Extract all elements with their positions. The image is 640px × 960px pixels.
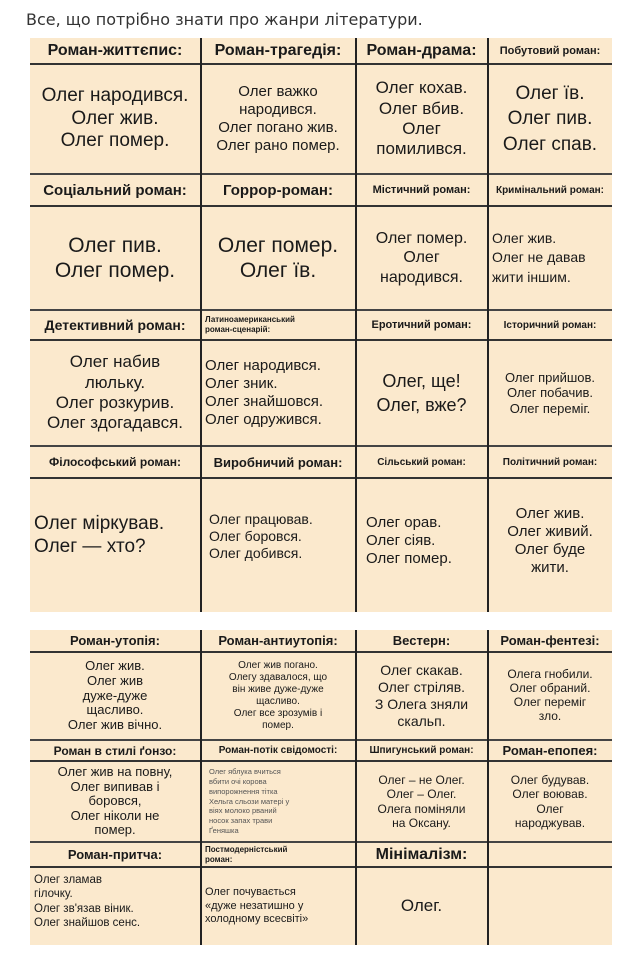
column-divider [200, 630, 202, 945]
header-cell: Шпигунський роман: [369, 745, 474, 756]
header-cell: Побутовий роман: [499, 44, 601, 57]
header-cell: Горрор-роман: [223, 181, 333, 199]
body-row [30, 868, 612, 945]
body-cell: Олег набив люльку. Олег розкурив. Олег здогадався. [46, 352, 184, 433]
body-cell: Олег народився. Олег жив. Олег помер. [41, 84, 189, 152]
body-cell: Олег важко народився. Олег погано жив. Олег рано помер. [216, 83, 340, 154]
column-divider [200, 38, 202, 612]
column-divider [355, 630, 357, 945]
body-cell: Олег орав. Олег сіяв. Олег помер. [366, 513, 452, 567]
header-row [30, 843, 612, 868]
body-cell: Олег помер. Олег народився. [375, 230, 468, 286]
genres-table-1 [30, 38, 612, 612]
body-row [30, 207, 612, 309]
page-title: Все, що потрібно знати про жанри літератури. [26, 10, 423, 29]
body-cell: Олег кохав. Олег вбив. Олег помилився. [375, 78, 468, 159]
header-cell: Мінімалізм: [375, 845, 468, 863]
header-cell: Виробничий роман: [213, 454, 343, 470]
body-cell: Олег жив. Олег не давав жити іншим. [492, 229, 586, 285]
header-cell: Роман-трагедія: [214, 41, 342, 59]
header-cell [488, 843, 612, 866]
body-row [30, 479, 612, 612]
body-cell: Олег жив. Олег жив дуже-дуже щасливо. Олег жив вічно. [67, 657, 163, 733]
header-cell: Латиноамериканський роман-сценарій: [205, 315, 295, 334]
body-row [30, 65, 612, 173]
body-cell: Олег їв. Олег пив. Олег спав. [502, 82, 598, 155]
body-cell: Олег. [400, 896, 443, 916]
body-cell: Олег жив. Олег живий. Олег буде жити. [507, 504, 593, 576]
header-row [30, 630, 612, 653]
header-cell: Вестерн: [392, 633, 451, 648]
header-cell: Еротичний роман: [371, 319, 472, 331]
body-cell: Олег народився. Олег зник. Олег знайшовся. Олег одружився. [205, 357, 324, 428]
body-cell: Олег міркував. Олег — хто? [34, 512, 165, 557]
body-cell: Олег працював. Олег боровся. Олег добився. [209, 511, 313, 561]
header-cell: Роман-потік свідомості: [218, 745, 338, 756]
header-cell: Роман-антиутопія: [218, 633, 338, 648]
body-cell: Олег почувається «дуже незатишно у холодному всесвіті» [205, 885, 309, 926]
header-cell: Політичний роман: [502, 456, 598, 468]
body-cell: Олег скакав. Олег стріляв. З Олега зняли скальп. [374, 662, 469, 729]
header-cell: Роман в стилі ґонзо: [53, 743, 177, 758]
body-row [30, 653, 612, 739]
header-cell: Соціальний роман: [43, 181, 187, 199]
header-row [30, 447, 612, 479]
header-row [30, 38, 612, 65]
header-cell: Детективний роман: [44, 317, 186, 333]
body-cell: Олег пив. Олег помер. [54, 233, 176, 282]
header-cell: Роман-життєпис: [47, 41, 183, 59]
header-cell: Роман-утопія: [70, 633, 160, 648]
body-cell: Олег прийшов. Олег побачив. Олег переміг. [504, 369, 596, 416]
column-divider [487, 38, 489, 612]
header-row [30, 741, 612, 762]
body-cell: Олег яблука вчиться вбити очі корова випорожнення тітка Хельга сльози матері у віях молоко рваний носок запах трави Ґеняшка [209, 766, 290, 836]
body-cell: Олег зламав гілочку. Олег зв'язав віник. Олег знайшов сенс. [34, 873, 141, 929]
genres-table-2 [30, 630, 612, 945]
body-cell [488, 868, 612, 945]
body-cell: Олег жив на повну, Олег випивав і боровся, Олег ніколи не помер. [57, 764, 173, 838]
header-cell: Містичний роман: [372, 184, 471, 196]
header-cell: Роман-епопея: [502, 743, 598, 758]
body-cell: Олега гнобили. Олег обраний. Олег переміг зло. [507, 667, 593, 723]
body-cell: Олег жив погано. Олегу здавалося, що він живе дуже-дуже щасливо. Олег все зрозумів і помер. [228, 660, 328, 731]
header-cell: Історичний роман: [503, 319, 597, 331]
body-cell: Олег помер. Олег їв. [217, 233, 339, 282]
column-divider [487, 630, 489, 945]
header-cell: Роман-притча: [67, 847, 163, 862]
header-cell: Роман-фентезі: [500, 633, 600, 648]
body-row [30, 762, 612, 841]
header-cell: Роман-драма: [366, 41, 477, 59]
header-cell: Постмодерністський роман: [205, 844, 288, 864]
header-cell: Філософський роман: [49, 455, 181, 469]
body-row [30, 341, 612, 445]
column-divider [355, 38, 357, 612]
header-cell: Сільський роман: [377, 456, 466, 468]
body-cell: Олег будував. Олег воював. Олег народжував. [510, 772, 590, 830]
body-cell: Олег, ще! Олег, вже? [376, 370, 467, 415]
header-row [30, 311, 612, 341]
body-cell: Олег – не Олег. Олег – Олег. Олега поміняли на Оксану. [377, 772, 466, 830]
header-cell: Кримінальний роман: [495, 184, 605, 196]
header-row [30, 175, 612, 207]
